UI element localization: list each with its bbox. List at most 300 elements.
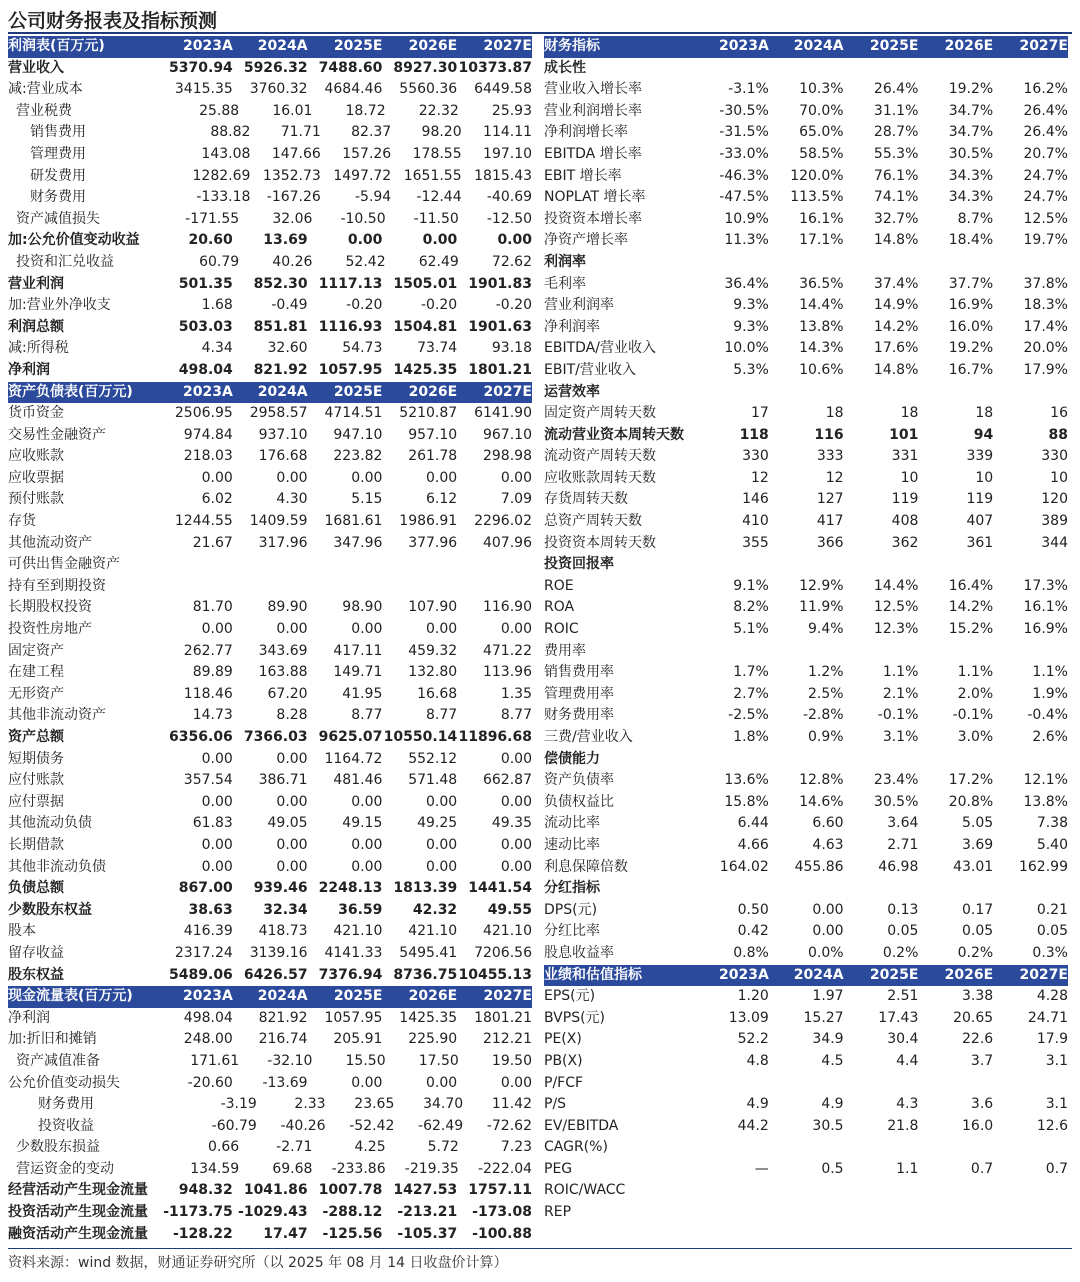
value-cell: 1057.95 <box>318 361 383 378</box>
value-cell <box>769 749 844 771</box>
value-cell: 176.68 <box>258 448 308 465</box>
value-cell <box>918 58 993 80</box>
value-cell: 662.87 <box>482 772 532 789</box>
row-label: ROA <box>544 599 575 616</box>
value-cell: -47.5% <box>719 189 769 206</box>
table-row <box>544 425 1068 447</box>
value-cell: 18 <box>825 405 844 422</box>
value-cell: 0.00 <box>201 469 233 486</box>
value-cell: 1.8% <box>733 729 769 745</box>
value-cell: 0.00 <box>276 750 308 767</box>
value-cell: 5210.87 <box>399 405 458 422</box>
value-cell: 17 <box>750 405 769 422</box>
row-label: 净利润率 <box>544 318 600 335</box>
value-cell: 0.00 <box>351 793 383 810</box>
value-cell: 1427.53 <box>393 1182 458 1199</box>
value-cell: 17.9% <box>1023 361 1068 378</box>
value-cell: 0.00 <box>497 232 532 249</box>
value-cell: 1282.69 <box>192 167 251 184</box>
value-cell: 5489.06 <box>169 966 233 983</box>
row-label: 营业收入增长率 <box>544 81 642 98</box>
row-label: 少数股东权益 <box>8 901 92 918</box>
value-cell: 163.88 <box>258 664 308 681</box>
value-cell: 8.2% <box>733 599 769 616</box>
row-label: 应付票据 <box>8 793 64 810</box>
row-label: 投资性房地产 <box>8 621 92 638</box>
table-row <box>544 1180 1068 1202</box>
row-label: 存货周转天数 <box>544 491 628 508</box>
value-cell <box>233 576 308 598</box>
value-cell: 344 <box>1041 534 1068 551</box>
value-cell: 974.84 <box>183 426 233 443</box>
value-cell: 13.69 <box>263 232 308 249</box>
row-label: 营业利润率 <box>544 297 614 314</box>
value-cell: 15.50 <box>345 1052 386 1069</box>
value-cell: 65.0% <box>799 124 844 141</box>
value-cell: 34.7% <box>948 124 994 141</box>
value-cell <box>844 252 919 274</box>
value-cell: 69.68 <box>272 1160 313 1177</box>
value-cell: 14.4% <box>799 297 844 314</box>
value-cell: -125.56 <box>322 1225 383 1242</box>
value-cell: 3139.16 <box>249 944 308 961</box>
value-cell: 18 <box>900 405 919 422</box>
value-cell: 18.72 <box>345 102 386 119</box>
value-cell: 14.8% <box>873 232 919 249</box>
value-cell: 13.8% <box>1023 793 1068 810</box>
value-cell: 132.80 <box>408 664 458 681</box>
value-cell: 417 <box>816 513 844 530</box>
value-cell: 16.1% <box>799 210 844 227</box>
section-title: 业绩和估值指标 <box>544 966 642 983</box>
value-cell: 14.3% <box>799 340 844 357</box>
value-cell: -30.5% <box>719 102 769 119</box>
value-cell: 3.38 <box>962 988 994 1005</box>
value-cell: 17.3% <box>1023 577 1068 594</box>
value-cell <box>918 749 993 771</box>
value-cell <box>918 554 993 576</box>
table-row <box>544 58 1068 80</box>
value-cell: 34.7% <box>948 102 994 119</box>
value-cell <box>694 1073 769 1095</box>
value-cell: 18 <box>975 405 994 422</box>
value-cell <box>844 58 919 80</box>
value-cell <box>158 576 233 598</box>
value-cell: 4.9 <box>746 1096 769 1113</box>
value-cell: 1.1% <box>1032 664 1068 681</box>
row-label: 偿债能力 <box>544 750 600 767</box>
year-header-cell: 2024A <box>257 38 308 54</box>
row-label: 应收账款周转天数 <box>544 469 656 486</box>
row-label: 减:营业成本 <box>8 81 83 98</box>
value-cell: 88 <box>1048 426 1068 443</box>
value-cell: 3.6 <box>970 1096 994 1113</box>
year-header-cell: 2025E <box>869 38 919 54</box>
value-cell <box>993 1137 1068 1159</box>
value-cell: 49.55 <box>487 901 532 918</box>
row-label: 其他流动资产 <box>8 534 92 551</box>
row-label: 融资活动产生现金流量 <box>8 1225 148 1242</box>
table-row <box>544 770 1068 792</box>
table-row <box>8 511 532 533</box>
table-header-row <box>544 36 1068 58</box>
value-cell: 1116.93 <box>318 318 383 335</box>
value-cell: 46.98 <box>878 858 919 875</box>
value-cell: 4.28 <box>1036 988 1068 1005</box>
value-cell: 1244.55 <box>174 513 233 530</box>
value-cell <box>844 554 919 576</box>
value-cell: 34.9 <box>812 1031 844 1048</box>
value-cell <box>769 1202 844 1224</box>
row-label: 利润率 <box>544 253 586 270</box>
row-label: 净利润 <box>8 361 50 378</box>
table-row <box>8 122 532 144</box>
value-cell: 9.1% <box>733 577 769 594</box>
value-cell: 0.00 <box>276 621 308 638</box>
value-cell: 20.7% <box>1023 145 1068 162</box>
row-label: 净利润增长率 <box>544 124 628 141</box>
table-row <box>8 1094 532 1116</box>
table-row <box>8 1224 532 1246</box>
value-cell <box>769 641 844 663</box>
value-cell: 9625.07 <box>318 729 383 745</box>
value-cell: 459.32 <box>408 642 458 659</box>
value-cell: 49.15 <box>342 815 383 832</box>
row-label: 加:营业外净收支 <box>8 297 111 314</box>
value-cell: -233.86 <box>331 1160 386 1177</box>
value-cell: 1.7% <box>733 664 769 681</box>
table-row <box>8 965 532 987</box>
value-cell: 1497.72 <box>333 167 392 184</box>
value-cell: 30.5% <box>948 145 994 162</box>
value-cell: 421.10 <box>333 923 383 940</box>
value-cell <box>308 554 383 576</box>
value-cell: 11.42 <box>491 1096 532 1113</box>
value-cell: 0.00 <box>351 858 383 875</box>
row-label: 其他非流动负债 <box>8 858 106 875</box>
value-cell: 377.96 <box>408 534 458 551</box>
value-cell: 1986.91 <box>399 513 458 530</box>
row-label: EBIT/营业收入 <box>544 361 636 378</box>
value-cell: -2.71 <box>276 1139 313 1156</box>
value-cell: 1441.54 <box>468 880 532 897</box>
value-cell: 1.97 <box>812 988 844 1005</box>
value-cell: 42.32 <box>412 901 458 918</box>
value-cell: -5.94 <box>354 189 392 206</box>
value-cell: — <box>754 1160 769 1177</box>
table-row <box>544 230 1068 252</box>
value-cell <box>769 58 844 80</box>
value-cell: 37.8% <box>1023 275 1068 292</box>
row-label: 毛利率 <box>544 275 586 292</box>
value-cell <box>844 1073 919 1095</box>
value-cell: 5.05 <box>962 815 994 832</box>
value-cell: 0.5 <box>821 1160 844 1177</box>
value-cell: 0.00 <box>500 836 532 853</box>
value-cell: 171.61 <box>190 1052 240 1069</box>
row-label: PEG <box>544 1160 573 1177</box>
row-label: P/S <box>544 1096 567 1113</box>
table-row <box>544 166 1068 188</box>
value-cell: 7.38 <box>1036 815 1068 832</box>
value-cell: 98.90 <box>342 599 383 616</box>
value-cell: 6.12 <box>426 491 458 508</box>
year-header-cell: 2024A <box>257 383 308 400</box>
row-label: 三费/营业收入 <box>544 729 633 745</box>
table-row <box>8 576 532 598</box>
value-cell: 0.00 <box>426 1074 458 1091</box>
value-cell: 31.1% <box>873 102 919 119</box>
left-financial-statements-panel <box>8 36 532 1245</box>
row-label: 流动营业资本周转天数 <box>544 426 684 443</box>
value-cell: -133.18 <box>196 189 251 206</box>
value-cell: 10373.87 <box>458 59 532 76</box>
table-row <box>544 1094 1068 1116</box>
table-row <box>8 597 532 619</box>
row-label: EBITDA/营业收入 <box>544 340 656 357</box>
value-cell: 0.00 <box>201 836 233 853</box>
row-label: 分红比率 <box>544 923 600 940</box>
row-label: EV/EBITDA <box>544 1117 619 1134</box>
value-cell: 0.00 <box>500 621 532 638</box>
table-row <box>8 295 532 317</box>
value-cell: 5.15 <box>351 491 383 508</box>
value-cell: -0.20 <box>495 297 532 314</box>
row-label: P/FCF <box>544 1074 584 1091</box>
table-row <box>8 79 532 101</box>
value-cell: 386.71 <box>258 772 308 789</box>
value-cell: 11.9% <box>799 599 844 616</box>
value-cell: 36.5% <box>799 275 844 292</box>
value-cell: 357.54 <box>183 772 233 789</box>
row-label: 交易性金融资产 <box>8 426 106 443</box>
table-row <box>8 425 532 447</box>
row-label: 股东权益 <box>8 966 64 983</box>
table-row <box>544 986 1068 1008</box>
row-label: 投资活动产生现金流量 <box>8 1204 148 1221</box>
value-cell: 1.9% <box>1032 685 1068 702</box>
value-cell: -213.21 <box>397 1204 458 1221</box>
value-cell: 30.5 <box>812 1117 844 1134</box>
value-cell: -128.22 <box>172 1225 233 1242</box>
table-row <box>8 878 532 900</box>
value-cell: 16.9% <box>1023 621 1068 638</box>
year-header-cell: 2027E <box>483 383 532 400</box>
value-cell: 20.0% <box>1023 340 1068 357</box>
value-cell: 8.28 <box>276 707 308 724</box>
table-row <box>544 274 1068 296</box>
value-cell: -1173.75 <box>163 1204 233 1221</box>
value-cell: 147.66 <box>271 145 321 162</box>
table-row <box>8 1008 532 1030</box>
value-cell: 0.00 <box>426 469 458 486</box>
value-cell: 10455.13 <box>458 966 532 983</box>
value-cell: 407 <box>966 513 994 530</box>
value-cell: -288.12 <box>322 1204 383 1221</box>
row-label: 营业利润 <box>8 275 64 292</box>
row-label: 少数股东损益 <box>16 1139 100 1156</box>
row-label: 应收账款 <box>8 448 64 465</box>
value-cell: 0.05 <box>1036 923 1068 940</box>
value-cell: 10.0% <box>724 340 769 357</box>
value-cell: 1505.01 <box>393 275 458 292</box>
row-label: 经营活动产生现金流量 <box>8 1182 148 1199</box>
value-cell: 24.7% <box>1023 189 1068 206</box>
value-cell: 1.1% <box>882 664 919 681</box>
value-cell: 162.99 <box>1018 858 1068 875</box>
value-cell: 1757.11 <box>468 1182 532 1199</box>
row-label: 资产负债率 <box>544 772 614 789</box>
value-cell: 4.8 <box>746 1052 769 1069</box>
value-cell: 7.23 <box>500 1139 533 1156</box>
table-row <box>544 641 1068 663</box>
value-cell: 0.21 <box>1036 901 1068 918</box>
value-cell <box>844 1137 919 1159</box>
value-cell: 501.35 <box>178 275 233 292</box>
row-label: 股本 <box>8 923 36 940</box>
value-cell <box>233 554 308 576</box>
table-row <box>8 1116 532 1138</box>
value-cell: 5926.32 <box>243 59 308 76</box>
value-cell: 939.46 <box>253 880 308 897</box>
value-cell: -12.50 <box>486 210 533 227</box>
value-cell: 72.62 <box>491 253 533 270</box>
value-cell: 12.6 <box>1036 1117 1068 1134</box>
value-cell <box>993 641 1068 663</box>
table-row <box>8 101 532 123</box>
value-cell: 3415.35 <box>174 81 233 98</box>
value-cell: 26.4% <box>1023 124 1068 141</box>
value-cell: 1.68 <box>201 297 233 314</box>
row-label: 持有至到期投资 <box>8 577 106 594</box>
value-cell: 36.4% <box>724 275 769 292</box>
table-row <box>8 1159 532 1181</box>
table-row <box>544 446 1068 468</box>
row-label: 总资产周转天数 <box>544 513 642 530</box>
value-cell: 498.04 <box>183 1009 233 1026</box>
value-cell: -52.42 <box>349 1117 395 1134</box>
table-row <box>8 338 532 360</box>
table-row <box>544 597 1068 619</box>
value-cell: 2248.13 <box>318 880 383 897</box>
value-cell: 67.20 <box>267 685 308 702</box>
value-cell: 3760.32 <box>249 81 308 98</box>
year-header-cell: 2023A <box>718 38 769 54</box>
value-cell: 6356.06 <box>169 729 233 745</box>
value-cell: -105.37 <box>397 1225 458 1242</box>
value-cell: 4.34 <box>201 340 233 357</box>
row-label: BVPS(元) <box>544 1009 606 1026</box>
value-cell: 2.5% <box>808 685 844 702</box>
value-cell: -46.3% <box>719 167 769 184</box>
year-header-cell: 2024A <box>793 38 844 54</box>
table-row <box>8 144 532 166</box>
value-cell: -0.4% <box>1027 707 1068 724</box>
value-cell: 0.00 <box>422 232 458 249</box>
value-cell: 216.74 <box>258 1031 308 1048</box>
value-cell: 10.3% <box>799 81 844 98</box>
value-cell: 10 <box>975 469 994 486</box>
section-title: 现金流量表(百万元) <box>8 988 133 1005</box>
value-cell: 98.20 <box>421 124 462 141</box>
row-label: 净利润 <box>8 1009 50 1026</box>
value-cell: 8.77 <box>351 707 383 724</box>
row-label: 财务费用 <box>38 1096 94 1113</box>
value-cell: 2958.57 <box>249 405 308 422</box>
table-row <box>544 749 1068 771</box>
row-label: 费用率 <box>544 642 586 659</box>
table-row <box>8 705 532 727</box>
table-row <box>8 446 532 468</box>
value-cell <box>769 252 844 274</box>
table-row <box>544 857 1068 879</box>
value-cell: 14.4% <box>873 577 919 594</box>
value-cell: 418.73 <box>258 923 308 940</box>
row-label: DPS(元) <box>544 901 598 918</box>
value-cell <box>918 878 993 900</box>
value-cell: 73.74 <box>417 340 458 357</box>
value-cell: -171.55 <box>185 210 240 227</box>
value-cell: 471.22 <box>482 642 532 659</box>
row-label: 投资资本增长率 <box>544 210 642 227</box>
value-cell: 0.00 <box>426 836 458 853</box>
value-cell: 6449.58 <box>474 81 532 98</box>
row-label: 销售费用率 <box>544 664 614 681</box>
value-cell: -20.60 <box>187 1074 233 1091</box>
value-cell: 62.49 <box>418 253 459 270</box>
value-cell: 81.70 <box>192 599 233 616</box>
value-cell: 22.6 <box>962 1031 994 1048</box>
row-label: 营运资金的变动 <box>16 1160 114 1177</box>
value-cell: 8736.75 <box>393 966 458 983</box>
row-label: 运营效率 <box>544 383 600 400</box>
value-cell <box>993 878 1068 900</box>
value-cell: 107.90 <box>408 599 458 616</box>
row-label: 其他非流动资产 <box>8 707 106 724</box>
year-header-cell: 2023A <box>182 383 233 400</box>
value-cell: -0.1% <box>877 707 919 724</box>
table-row <box>544 1051 1068 1073</box>
source-note: 资料来源：wind 数据，财通证券研究所（以 2025 年 08 月 14 日收盘价计算） <box>8 1255 508 1271</box>
value-cell: -11.50 <box>413 210 459 227</box>
table-row <box>8 684 532 706</box>
value-cell: 88.82 <box>210 124 251 141</box>
value-cell <box>993 252 1068 274</box>
year-header-cell: 2023A <box>182 38 233 54</box>
table-row <box>544 209 1068 231</box>
row-label: 留存收益 <box>8 944 64 961</box>
value-cell: 0.00 <box>276 793 308 810</box>
value-cell: 6.60 <box>812 815 844 832</box>
value-cell: 12.9% <box>799 577 844 594</box>
table-row <box>544 187 1068 209</box>
value-cell: 5.3% <box>733 361 769 378</box>
value-cell: 0.00 <box>276 469 308 486</box>
value-cell: 355 <box>742 534 769 551</box>
value-cell: 32.60 <box>267 340 308 357</box>
value-cell: 19.7% <box>1023 232 1068 249</box>
value-cell: 2506.95 <box>174 405 233 422</box>
value-cell: 407.96 <box>482 534 532 551</box>
value-cell: 1.2% <box>808 664 844 681</box>
value-cell: 248.00 <box>183 1031 233 1048</box>
row-label: ROIC <box>544 621 579 638</box>
value-cell: 149.71 <box>333 664 383 681</box>
value-cell: 37.4% <box>873 275 919 292</box>
section-title: 财务指标 <box>544 38 600 54</box>
value-cell: 178.55 <box>412 145 462 162</box>
value-cell: -40.69 <box>486 189 533 206</box>
